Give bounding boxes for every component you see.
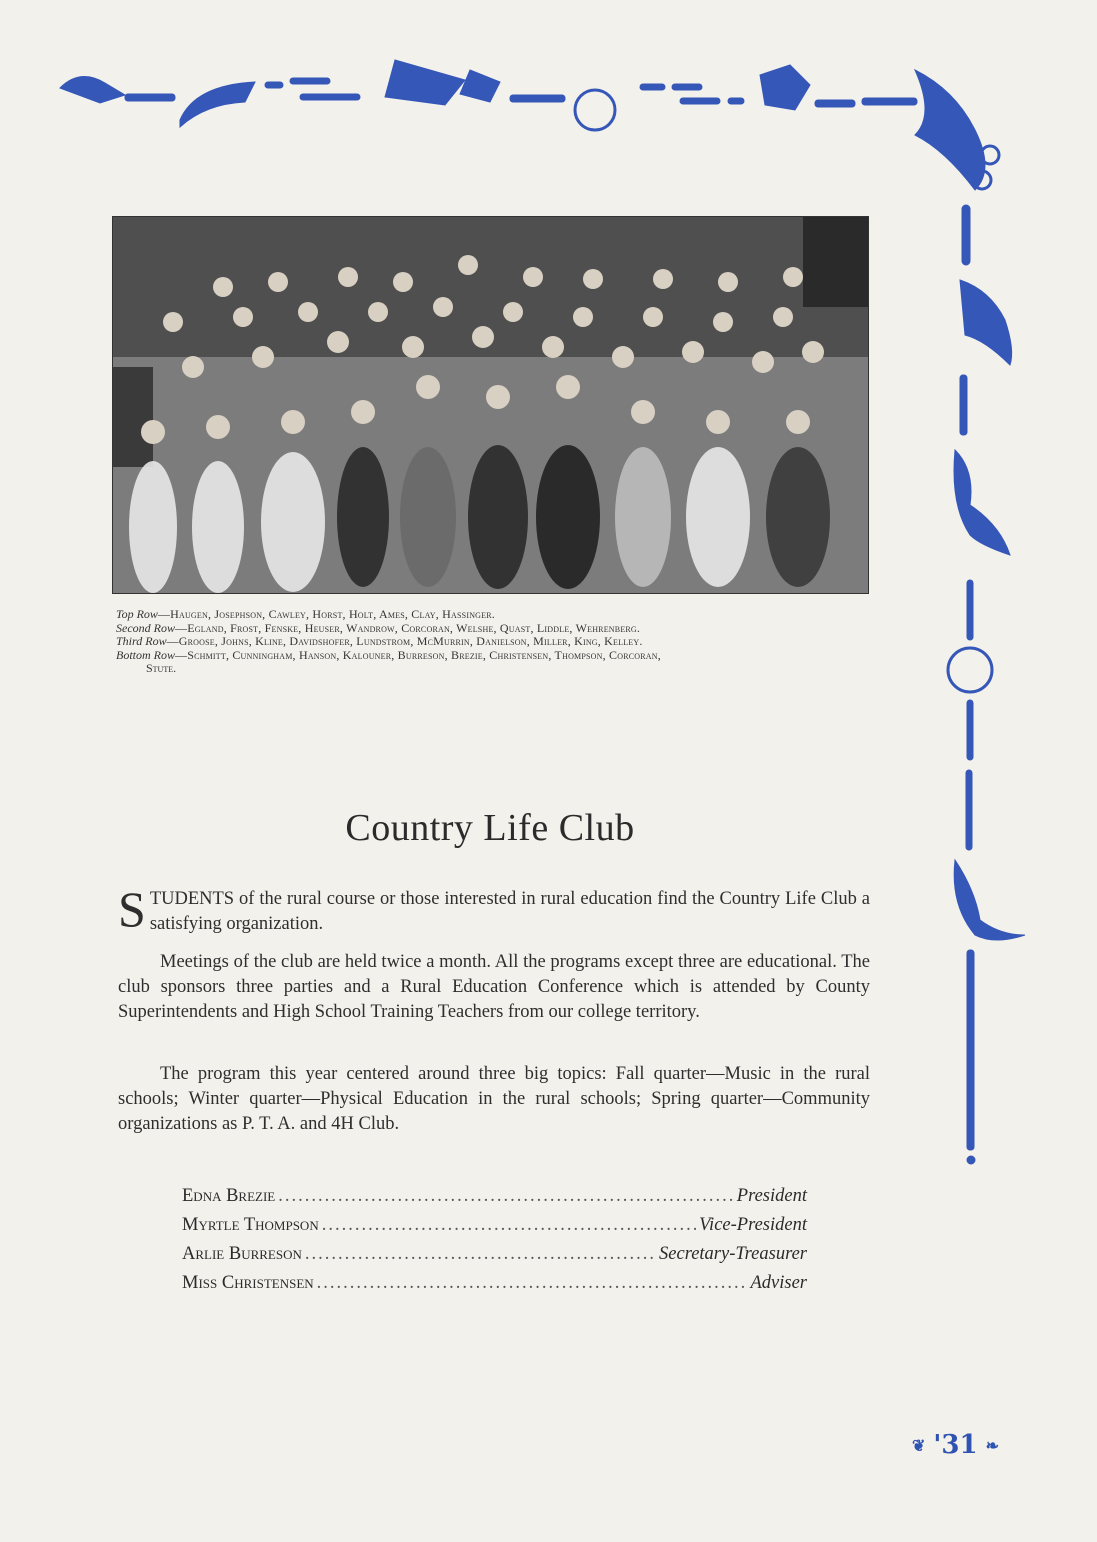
leaf-icon	[385, 60, 465, 105]
pinecone-icon	[575, 90, 615, 130]
leader-dots	[305, 1244, 656, 1265]
officer-entry: Edna Brezie ..... President	[182, 1186, 807, 1215]
holly-leaf-icon	[960, 280, 1012, 365]
ornament-right-icon: ❧	[985, 1435, 999, 1455]
officer-entry: Myrtle Thompson ..... Vice-President	[182, 1215, 807, 1244]
officer-entry: Arlie Burreson ..... Secretary-Treasurer	[182, 1244, 807, 1273]
leaf-icon	[60, 77, 125, 103]
paragraph-program: The program this year centered around three big topics: Fall quarter—Music in the rural schools; Winter quarter—Physical Education in the rural schools; Spring quarter—Community organizations as P. T. A. and 4H Club.	[118, 1064, 870, 1134]
holly-leaf-icon	[954, 860, 1025, 940]
holly-leaf-icon	[915, 70, 985, 190]
leader-dots	[322, 1215, 696, 1236]
grass-tassel-icon	[954, 450, 1010, 555]
page-title: Country Life Club	[345, 807, 635, 849]
maple-leaf-icon	[760, 65, 810, 110]
caption-row: Top Row—Haugen, Josephson, Cawley, Horst, Holt, Ames, Clay, Hassinger.	[116, 607, 495, 621]
caption-continuation: Stute.	[146, 661, 177, 675]
caption-row: Second Row—Egland, Frost, Fenske, Heuser, Wandrow, Corcoran, Welshe, Quast, Liddle, Wehrenberg.	[116, 620, 641, 635]
caption-row: Third Row—Groose, Johns, Kline, Davidshofer, Lundstrom, McMurrin, Danielson, Miller, King, Kelley.	[116, 634, 643, 648]
officer-entry: Miss Christensen ..... Adviser	[182, 1273, 807, 1302]
officers-list	[182, 1186, 807, 1302]
pinecone-icon	[948, 648, 992, 692]
paragraph-intro: STUDENTS of the rural course or those interested in rural education find the Country Life Club a satisfying organization.	[118, 881, 870, 937]
caption-row: Bottom Row—Schmitt, Cunningham, Hanson, Kalouner, Burreson, Brezie, Christensen, Thompson, Corcoran,	[116, 647, 661, 662]
drop-cap: S	[118, 881, 146, 937]
leaf-icon	[180, 82, 255, 127]
leader-dots	[278, 1186, 734, 1207]
leader-dots	[317, 1273, 748, 1294]
photo-caption	[116, 608, 871, 676]
paragraph-meetings: Meetings of the club are held twice a month. All the programs except three are educational. The club sponsors three parties and a Rural Education Conference which is attended by County Superintendents and High School Training Teachers from our college territory.	[118, 952, 870, 1022]
group-photo	[112, 216, 869, 594]
ornament-left-icon: ❦	[912, 1435, 926, 1455]
page-number: ❦ '31 ❧	[912, 1430, 999, 1460]
